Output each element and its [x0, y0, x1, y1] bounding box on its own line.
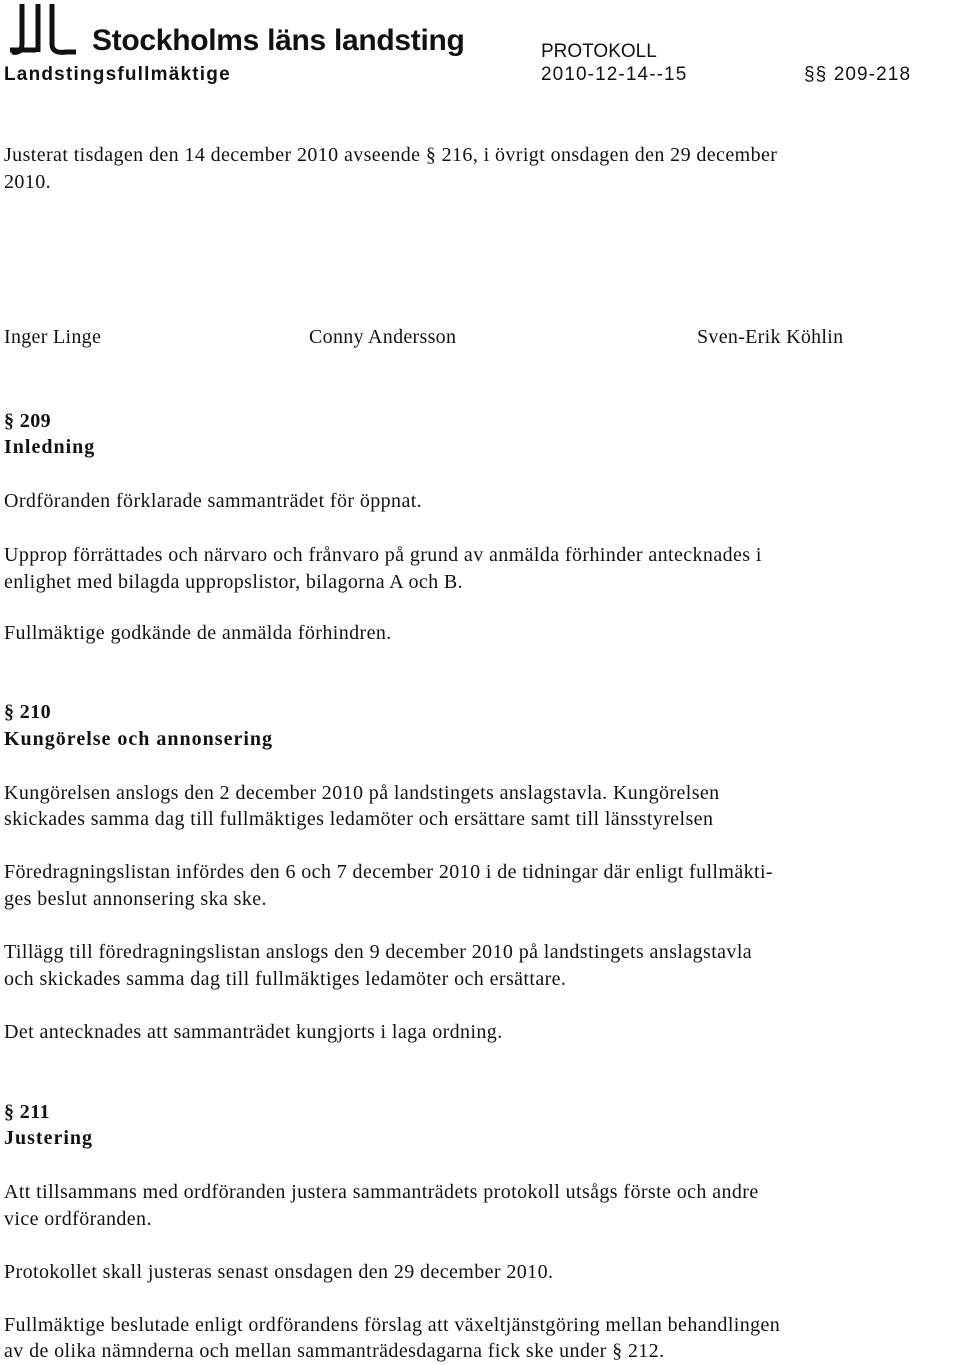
section-210-p1-line2: skickades samma dag till fullmäktiges ledamöter och ersättare samt till länsstyrelsen — [4, 808, 714, 830]
section-211-p3-line2: av de olika nämnderna och mellan sammanträdesdagarna fick ske under § 212. — [4, 1340, 665, 1362]
section-211-p3-line1: Fullmäktige beslutade enligt ordförandens förslag att växeltjänstgöring mellan behandlingen — [4, 1314, 781, 1336]
landsting-logo-icon — [8, 2, 80, 56]
paragraph-range: §§ 209-218 — [804, 64, 912, 85]
justerat-line-2: 2010. — [4, 171, 51, 193]
logo — [8, 2, 465, 60]
section-209-heading: Inledning — [4, 436, 96, 458]
section-209-p3: Fullmäktige godkände de anmälda förhindren. — [4, 622, 392, 644]
signatory-1: Inger Linge — [4, 326, 102, 348]
justerat-line-1: Justerat tisdagen den 14 december 2010 avseende § 216, i övrigt onsdagen den 29 december — [4, 144, 778, 166]
section-211-p1-line1: Att tillsammans med ordföranden justera sammanträdets protokoll utsågs förste och andre — [4, 1181, 759, 1203]
section-210-p2-line2: ges beslut annonsering ska ske. — [4, 888, 267, 910]
section-210-p4: Det antecknades att sammanträdet kungjorts i laga ordning. — [4, 1021, 503, 1043]
logo-text: Stockholms läns landsting — [92, 24, 465, 57]
section-209-number: § 209 — [4, 410, 51, 432]
section-209-p2-line1: Upprop förrättades och närvaro och frånvaro på grund av anmälda förhinder antecknades i — [4, 544, 762, 566]
section-210-p3-line2: och skickades samma dag till fullmäktiges ledamöter och ersättare. — [4, 968, 567, 990]
section-209-p2-line2: enlighet med bilagda uppropslistor, bilagorna A och B. — [4, 571, 464, 593]
section-210-p3-line1: Tillägg till föredragningslistan anslogs den 9 december 2010 på landstingets anslagstavla — [4, 941, 753, 963]
signatory-3: Sven-Erik Köhlin — [697, 326, 844, 348]
section-210-p1-line1: Kungörelsen anslogs den 2 december 2010 på landstingets anslagstavla. Kungörelsen — [4, 782, 720, 804]
section-210-heading: Kungörelse och annonsering — [4, 728, 273, 750]
section-211-number: § 211 — [4, 1101, 50, 1123]
section-210-p2-line1: Föredragningslistan infördes den 6 och 7 december 2010 i de tidningar där enligt fullmäkti- — [4, 861, 773, 883]
section-210-number: § 210 — [4, 701, 51, 723]
signatory-2: Conny Andersson — [309, 326, 457, 348]
section-211-p1-line2: vice ordföranden. — [4, 1208, 152, 1230]
section-209-p1: Ordföranden förklarade sammanträdet för öppnat. — [4, 490, 423, 512]
organization-name: Landstingsfullmäktige — [4, 64, 231, 85]
section-211-heading: Justering — [4, 1127, 93, 1149]
document-type: PROTOKOLL — [541, 41, 657, 62]
meeting-date: 2010-12-14--15 — [541, 64, 688, 85]
section-211-p2: Protokollet skall justeras senast onsdagen den 29 december 2010. — [4, 1261, 554, 1283]
